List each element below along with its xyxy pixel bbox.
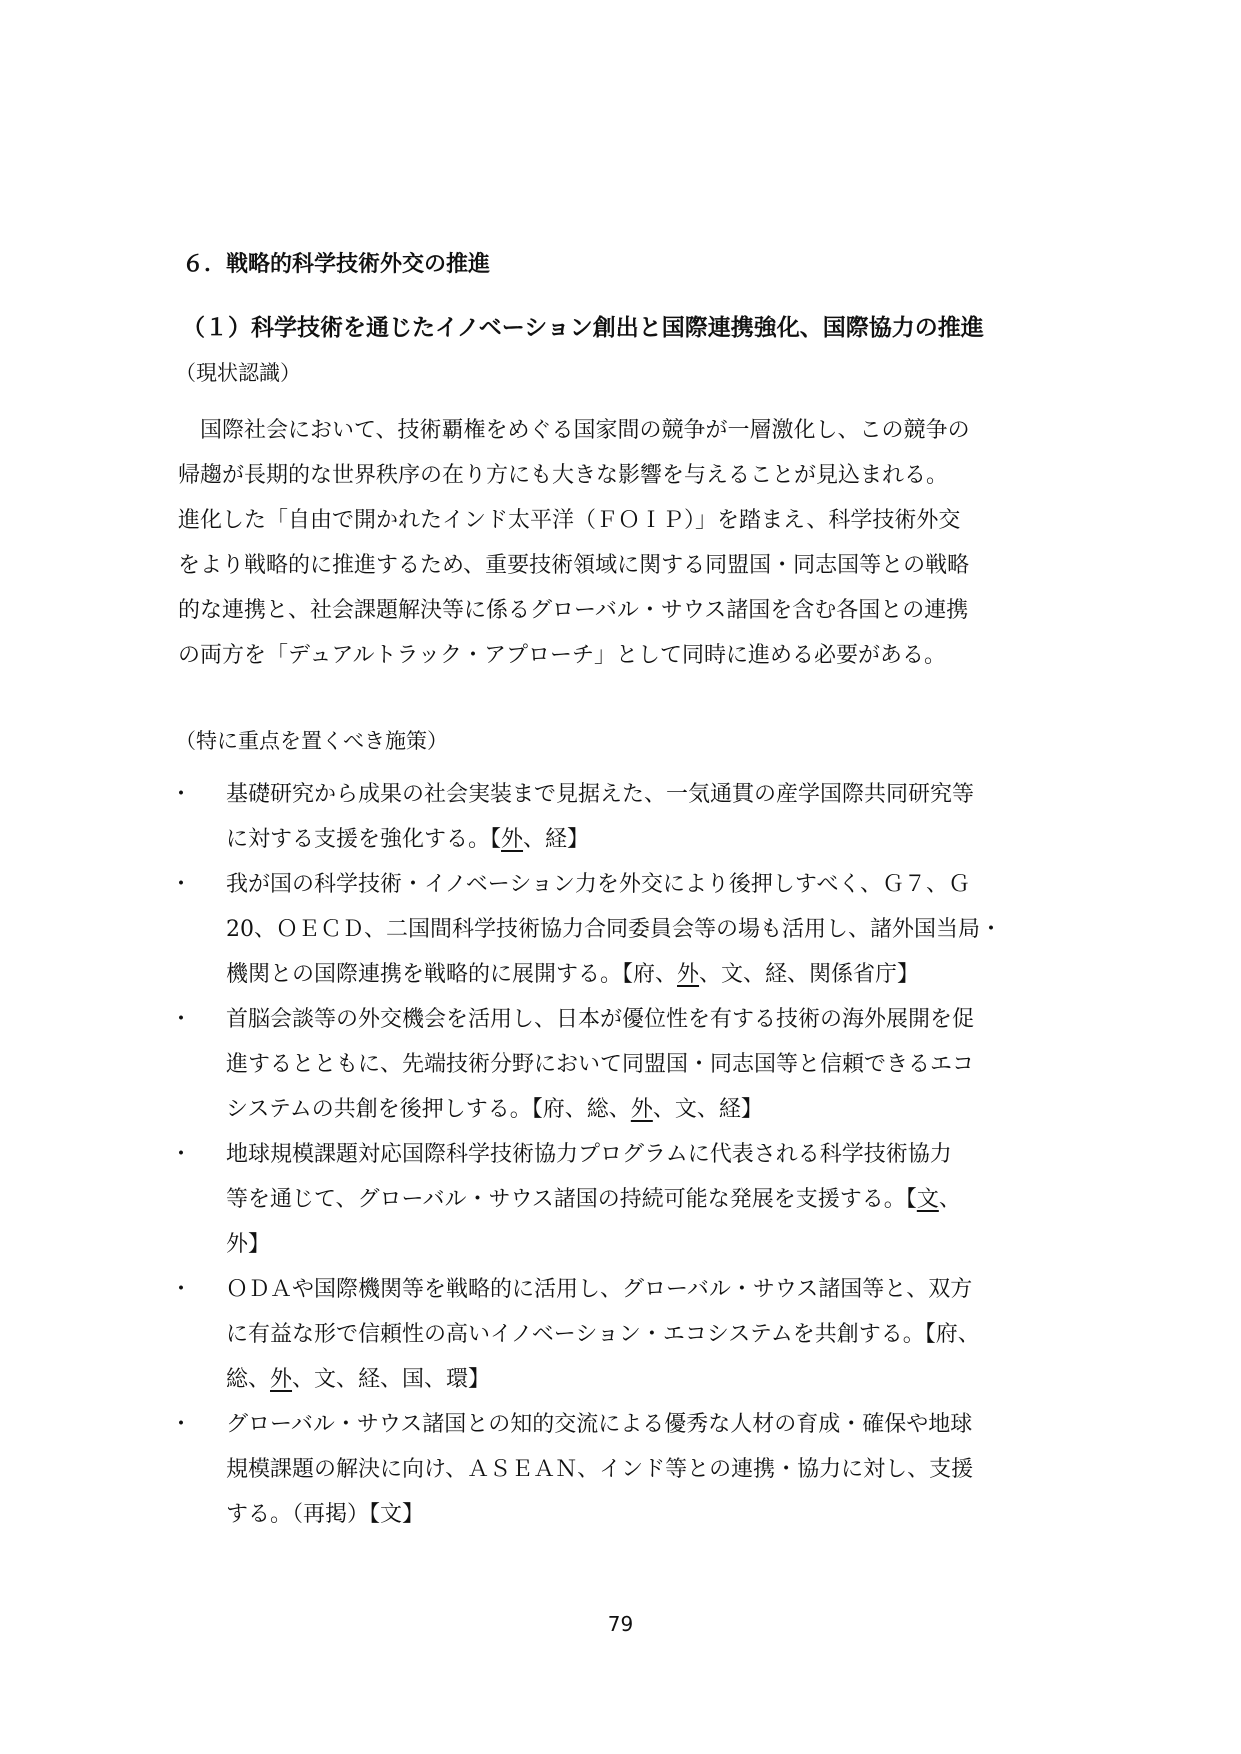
list-item-line: する。（再掲）【文】 — [226, 1502, 425, 1527]
list-item-line: 機関との国際連携を戦略的に展開する。【府、外、文、経、関係省庁】 — [226, 962, 920, 987]
underlined-ministry: 文 — [916, 1187, 939, 1212]
underlined-ministry: 外 — [677, 962, 700, 987]
bullet-marker: ・ — [170, 1412, 193, 1437]
bullet-marker: ・ — [170, 1142, 193, 1167]
list-item — [170, 1132, 1070, 1267]
list-item-text — [226, 772, 1070, 862]
list-item — [170, 997, 1070, 1132]
list-item-line: に対する支援を強化する。【外、経】 — [226, 827, 590, 852]
current-recognition-heading: （現状認識） — [175, 361, 301, 385]
list-item-line: 首脳会談等の外交機会を活用し、日本が優位性を有する技術の海外展開を促 — [226, 1007, 975, 1032]
subsection-title: （１）科学技術を通じたイノベーション創出と国際連携強化、国際協力の推進 — [182, 315, 984, 341]
list-item — [170, 862, 1070, 997]
list-item-line: に有益な形で信頼性の高いイノベーション・エコシステムを共創する。【府、 — [226, 1322, 980, 1347]
paragraph-line: をより戦略的に推進するため、重要技術領域に関する同盟国・同志国等との戦略 — [178, 553, 970, 578]
bullet-marker: ・ — [170, 782, 193, 807]
list-item-text — [226, 1132, 1070, 1267]
list-item-line: 規模課題の解決に向け、ＡＳＥＡＮ、インド等との連携・協力に対し、支援 — [226, 1457, 974, 1482]
list-item — [170, 1402, 1070, 1537]
bullet-marker: ・ — [170, 1277, 193, 1302]
paragraph-line: 国際社会において、技術覇権をめぐる国家間の競争が一層激化し、この競争の — [178, 418, 970, 443]
paragraph-line: の両方を「デュアルトラック・アプローチ」として同時に進める必要がある。 — [178, 643, 947, 668]
underlined-ministry: 外 — [270, 1367, 293, 1392]
list-item-line: 地球規模課題対応国際科学技術協力プログラムに代表される科学技術協力 — [226, 1142, 952, 1167]
bullet-marker: ・ — [170, 1007, 193, 1032]
list-item-line: 我が国の科学技術・イノベーション力を外交により後押しすべく、Ｇ７、Ｇ — [226, 872, 971, 897]
paragraph-line: 進化した「自由で開かれたインド太平洋（ＦＯＩＰ）」を踏まえ、科学技術外交 — [178, 508, 961, 533]
list-item — [170, 1267, 1070, 1402]
list-item-line: システムの共創を後押しする。【府、総、外、文、経】 — [226, 1097, 763, 1122]
section-title: ６．戦略的科学技術外交の推進 — [182, 252, 491, 277]
priority-measures-list — [170, 772, 1070, 1537]
list-item-line: 20、ＯＥＣＤ、二国間科学技術協力合同委員会等の場も活用し、諸外国当局・ — [226, 917, 1002, 942]
list-item-text — [226, 997, 1070, 1132]
priority-measures-heading: （特に重点を置くべき施策） — [175, 729, 448, 753]
current-recognition-paragraph — [178, 408, 1058, 678]
list-item-line: グローバル・サウス諸国との知的交流による優秀な人材の育成・確保や地球 — [226, 1412, 973, 1437]
list-item-line: 進するとともに、先端技術分野において同盟国・同志国等と信頼できるエコ — [226, 1052, 975, 1077]
bullet-marker: ・ — [170, 872, 193, 897]
list-item-line: 等を通じて、グローバル・サウス諸国の持続可能な発展を支援する。【文、 — [226, 1187, 961, 1212]
list-item-line: 基礎研究から成果の社会実装まで見据えた、一気通貫の産学国際共同研究等 — [226, 782, 975, 807]
underlined-ministry: 外 — [501, 827, 524, 852]
page-number: 79 — [607, 1612, 634, 1636]
list-item — [170, 772, 1070, 862]
paragraph-line: 帰趨が長期的な世界秩序の在り方にも大きな影響を与えることが見込まれる。 — [178, 463, 949, 488]
list-item-line: 総、外、文、経、国、環】 — [226, 1367, 491, 1392]
underlined-ministry: 外 — [630, 1097, 653, 1122]
list-item-text — [226, 1267, 1070, 1402]
list-item-line: ＯＤＡや国際機関等を戦略的に活用し、グローバル・サウス諸国等と、双方 — [226, 1277, 973, 1302]
list-item-text — [226, 1402, 1070, 1537]
list-item-line: 外】 — [226, 1232, 271, 1257]
paragraph-line: 的な連携と、社会課題解決等に係るグローバル・サウス諸国を含む各国との連携 — [178, 598, 969, 623]
list-item-text — [226, 862, 1070, 997]
